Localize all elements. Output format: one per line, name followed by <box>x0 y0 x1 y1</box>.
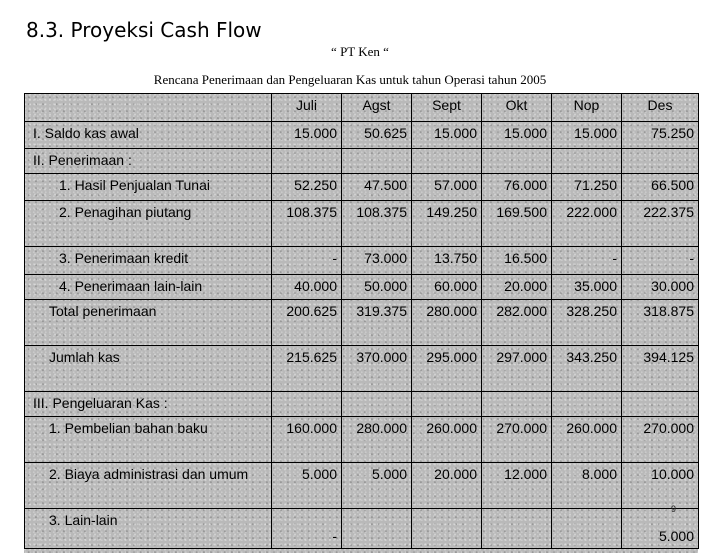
cell-value <box>272 149 342 174</box>
cell-value <box>482 149 552 174</box>
cell-value: 40.000 <box>272 275 342 300</box>
cell-value: 222.375 <box>622 201 699 247</box>
cell-value: 160.000 <box>272 417 342 463</box>
cell-value: 328.250 <box>552 300 622 346</box>
row-label: 1. Pembelian bahan baku <box>25 417 272 463</box>
table-row <box>25 122 699 149</box>
company-name: “ PT Ken “ <box>331 44 389 59</box>
cell-value <box>552 392 622 417</box>
table-row <box>25 174 699 201</box>
cell-value: 282.000 <box>482 300 552 346</box>
table-row <box>25 275 699 300</box>
cell-value: 57.000 <box>412 174 482 201</box>
table-subtitle: Rencana Penerimaan dan Pengeluaran Kas untuk tahun Operasi tahun 2005 <box>153 72 547 87</box>
table-row <box>25 417 699 463</box>
cell-value: 5.000 <box>622 509 699 549</box>
cell-value: 215.625 <box>272 346 342 392</box>
cell-value: 30.000 <box>622 275 699 300</box>
table-row <box>25 392 699 417</box>
header-row <box>25 94 699 122</box>
cell-value: 16.500 <box>482 247 552 275</box>
table-row <box>25 247 699 275</box>
row-label: II. Penerimaan : <box>25 149 272 174</box>
cell-value: - <box>272 509 342 549</box>
month-header: Agst <box>342 94 412 122</box>
cell-value: 394.125 <box>622 346 699 392</box>
cell-value <box>552 509 622 549</box>
row-label: I. Saldo kas awal <box>25 122 272 149</box>
cell-value: 12.000 <box>482 463 552 509</box>
cell-value: 15.000 <box>412 122 482 149</box>
cell-value: 50.625 <box>342 122 412 149</box>
row-label: 2. Penagihan piutang <box>25 201 272 247</box>
cell-value: 108.375 <box>272 201 342 247</box>
cell-value: 15.000 <box>272 122 342 149</box>
cell-value: 343.250 <box>552 346 622 392</box>
cell-value: 270.000 <box>482 417 552 463</box>
cell-value: 66.500 <box>622 174 699 201</box>
cell-value: 52.250 <box>272 174 342 201</box>
cell-value: 260.000 <box>552 417 622 463</box>
cell-value: 169.500 <box>482 201 552 247</box>
page-number: 9 <box>670 504 676 514</box>
cell-value <box>412 392 482 417</box>
cell-value: 318.875 <box>622 300 699 346</box>
row-label: III. Pengeluaran Kas : <box>25 392 272 417</box>
cell-value <box>482 392 552 417</box>
row-label: 2. Biaya administrasi dan umum <box>25 463 272 509</box>
cell-value <box>342 149 412 174</box>
cell-value <box>342 509 412 549</box>
table-row <box>25 149 699 174</box>
cell-value: - <box>272 247 342 275</box>
cell-value: 297.000 <box>482 346 552 392</box>
cell-value <box>482 509 552 549</box>
table-row <box>25 463 699 509</box>
row-label: 4. Penerimaan lain-lain <box>25 275 272 300</box>
row-label: 1. Hasil Penjualan Tunai <box>25 174 272 201</box>
cell-value: 5.000 <box>272 463 342 509</box>
table-row <box>25 346 699 392</box>
cell-value: 8.000 <box>552 463 622 509</box>
table-row <box>25 300 699 346</box>
month-header: Sept <box>412 94 482 122</box>
table-row <box>25 201 699 247</box>
month-header: Juli <box>272 94 342 122</box>
cell-value: 75.250 <box>622 122 699 149</box>
cell-value: 260.000 <box>412 417 482 463</box>
row-label: Total penerimaan <box>25 300 272 346</box>
cell-value <box>272 392 342 417</box>
cell-value <box>412 149 482 174</box>
cell-value <box>342 392 412 417</box>
cell-value: 13.750 <box>412 247 482 275</box>
cell-value: 47.500 <box>342 174 412 201</box>
cell-value: 149.250 <box>412 201 482 247</box>
cell-value: 50.000 <box>342 275 412 300</box>
cell-value: 200.625 <box>272 300 342 346</box>
row-label: Jumlah kas <box>25 346 272 392</box>
cell-value: 71.250 <box>552 174 622 201</box>
cell-value: 319.375 <box>342 300 412 346</box>
header-corner <box>25 94 272 122</box>
cell-value: - <box>552 247 622 275</box>
cell-value: 295.000 <box>412 346 482 392</box>
cell-value <box>412 509 482 549</box>
month-header: Nop <box>552 94 622 122</box>
cell-value: 108.375 <box>342 201 412 247</box>
cell-value: 60.000 <box>412 275 482 300</box>
slide-title: 8.3. Proyeksi Cash Flow <box>26 18 262 42</box>
cash-flow-table <box>24 93 699 549</box>
cell-value: 73.000 <box>342 247 412 275</box>
month-header: Okt <box>482 94 552 122</box>
cell-value: 222.000 <box>552 201 622 247</box>
cell-value: 5.000 <box>342 463 412 509</box>
row-label: 3. Lain-lain <box>25 509 272 549</box>
row-label: 3. Penerimaan kredit <box>25 247 272 275</box>
cell-value <box>552 149 622 174</box>
cell-value: 15.000 <box>482 122 552 149</box>
cell-value: 280.000 <box>412 300 482 346</box>
cell-value: - <box>622 247 699 275</box>
cell-value: 35.000 <box>552 275 622 300</box>
cell-value <box>622 149 699 174</box>
table-row <box>25 509 699 549</box>
cell-value: 10.000 <box>622 463 699 509</box>
cell-value <box>622 392 699 417</box>
cell-value: 76.000 <box>482 174 552 201</box>
month-header: Des <box>622 94 699 122</box>
cell-value: 15.000 <box>552 122 622 149</box>
cell-value: 270.000 <box>622 417 699 463</box>
cell-value: 280.000 <box>342 417 412 463</box>
cell-value: 20.000 <box>412 463 482 509</box>
cell-value: 20.000 <box>482 275 552 300</box>
cell-value: 370.000 <box>342 346 412 392</box>
